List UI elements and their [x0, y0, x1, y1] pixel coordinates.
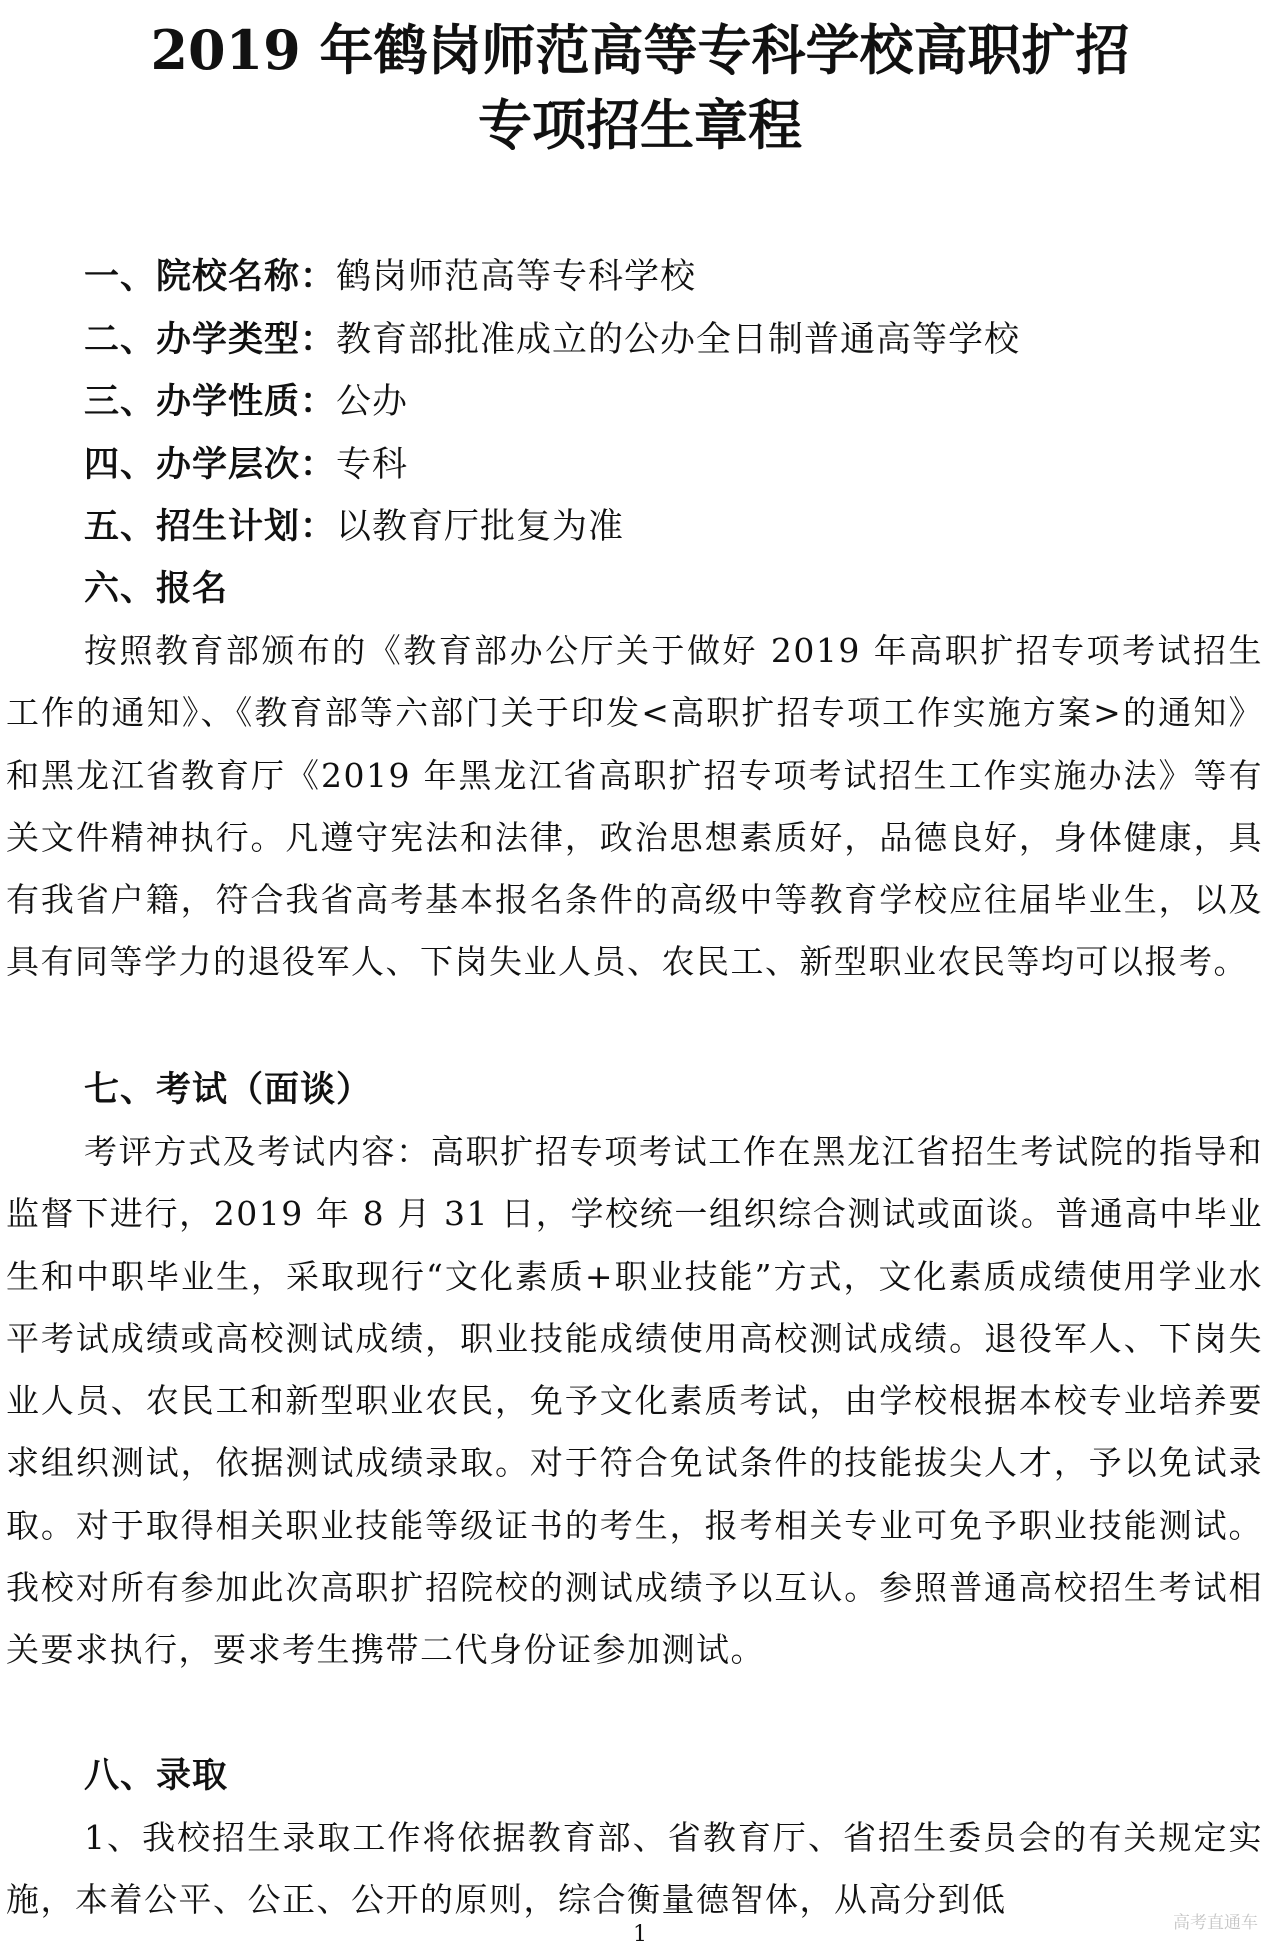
info-item-school-name	[84, 246, 1264, 309]
info-item-school-type	[84, 309, 1264, 372]
info-value: 鹤岗师范高等专科学校	[336, 257, 697, 297]
section-heading-admission: 八、录取	[84, 1756, 229, 1796]
info-value: 以教育厅批复为准	[336, 507, 625, 547]
title-line-1: 2019 年鹤岗师范高等专科学校高职扩招	[150, 18, 1130, 82]
section-heading-exam: 七、考试（面谈）	[84, 1070, 373, 1110]
section-heading-registration: 六、报名	[84, 569, 229, 609]
title-line-2: 专项招生章程	[478, 93, 802, 157]
info-key: 四、办学层次：	[84, 444, 337, 485]
info-value: 教育部批准成立的公办全日制普通高等学校	[336, 319, 1021, 360]
info-key: 五、招生计划：	[84, 507, 337, 547]
info-item-enrollment-plan	[84, 496, 1264, 559]
watermark: 高考直通车	[1173, 1913, 1258, 1933]
info-value: 公办	[336, 382, 409, 422]
section-text-registration: 按照教育部颁布的《教育部办公厅关于做好 2019 年高职扩招专项考试招生工作的通知》、《教育部等六部门关于印发<高职扩招专项工作实施方案>的通知》和黑龙江省教育厅《2019 年黑龙江省高职扩招专项考试招生工作实施办法》等有关文件精神执行。凡遵守宪法和法律，政治思想素质好，品德良好，身体健康，具有我省户籍，符合我省高考基本报名条件的高级中等教育学校应往届毕业生，以及具有同等学力的退役军人、下岗失业人员、农民工、新型职业农民等均可以报考。	[6, 631, 1263, 982]
info-key: 一、院校名称：	[84, 257, 337, 297]
info-key: 三、办学性质：	[84, 382, 337, 422]
info-key: 二、办学类型：	[84, 319, 337, 360]
info-value: 专科	[336, 444, 409, 485]
info-item-school-level	[84, 434, 1264, 497]
page-number: 1	[633, 1922, 647, 1947]
basic-info-list	[84, 246, 1264, 559]
section-text-exam: 考评方式及考试内容：高职扩招专项考试工作在黑龙江省招生考试院的指导和监督下进行，2019 年 8 月 31 日，学校统一组织综合测试或面谈。普通高中毕业生和中职毕业生，采取现行“文化素质+职业技能”方式，文化素质成绩使用学业水平考试成绩或高校测试成绩，职业技能成绩使用高校测试成绩。退役军人、下岗失业人员、农民工和新型职业农民，免予文化素质考试，由学校根据本校专业培养要求组织测试，依据测试成绩录取。对于符合免试条件的技能拔尖人才，予以免试录取。对于取得相关职业技能等级证书的考生，报考相关专业可免予职业技能测试。我校对所有参加此次高职扩招院校的测试成绩予以互认。参照普通高校招生考试相关要求执行，要求考生携带二代身份证参加测试。	[6, 1132, 1263, 1670]
section-text-admission: 1、我校招生录取工作将依据教育部、省教育厅、省招生委员会的有关规定实施，本着公平、公正、公开的原则，综合衡量德智体，从高分到低	[6, 1818, 1263, 1920]
info-item-school-nature	[84, 371, 1264, 434]
